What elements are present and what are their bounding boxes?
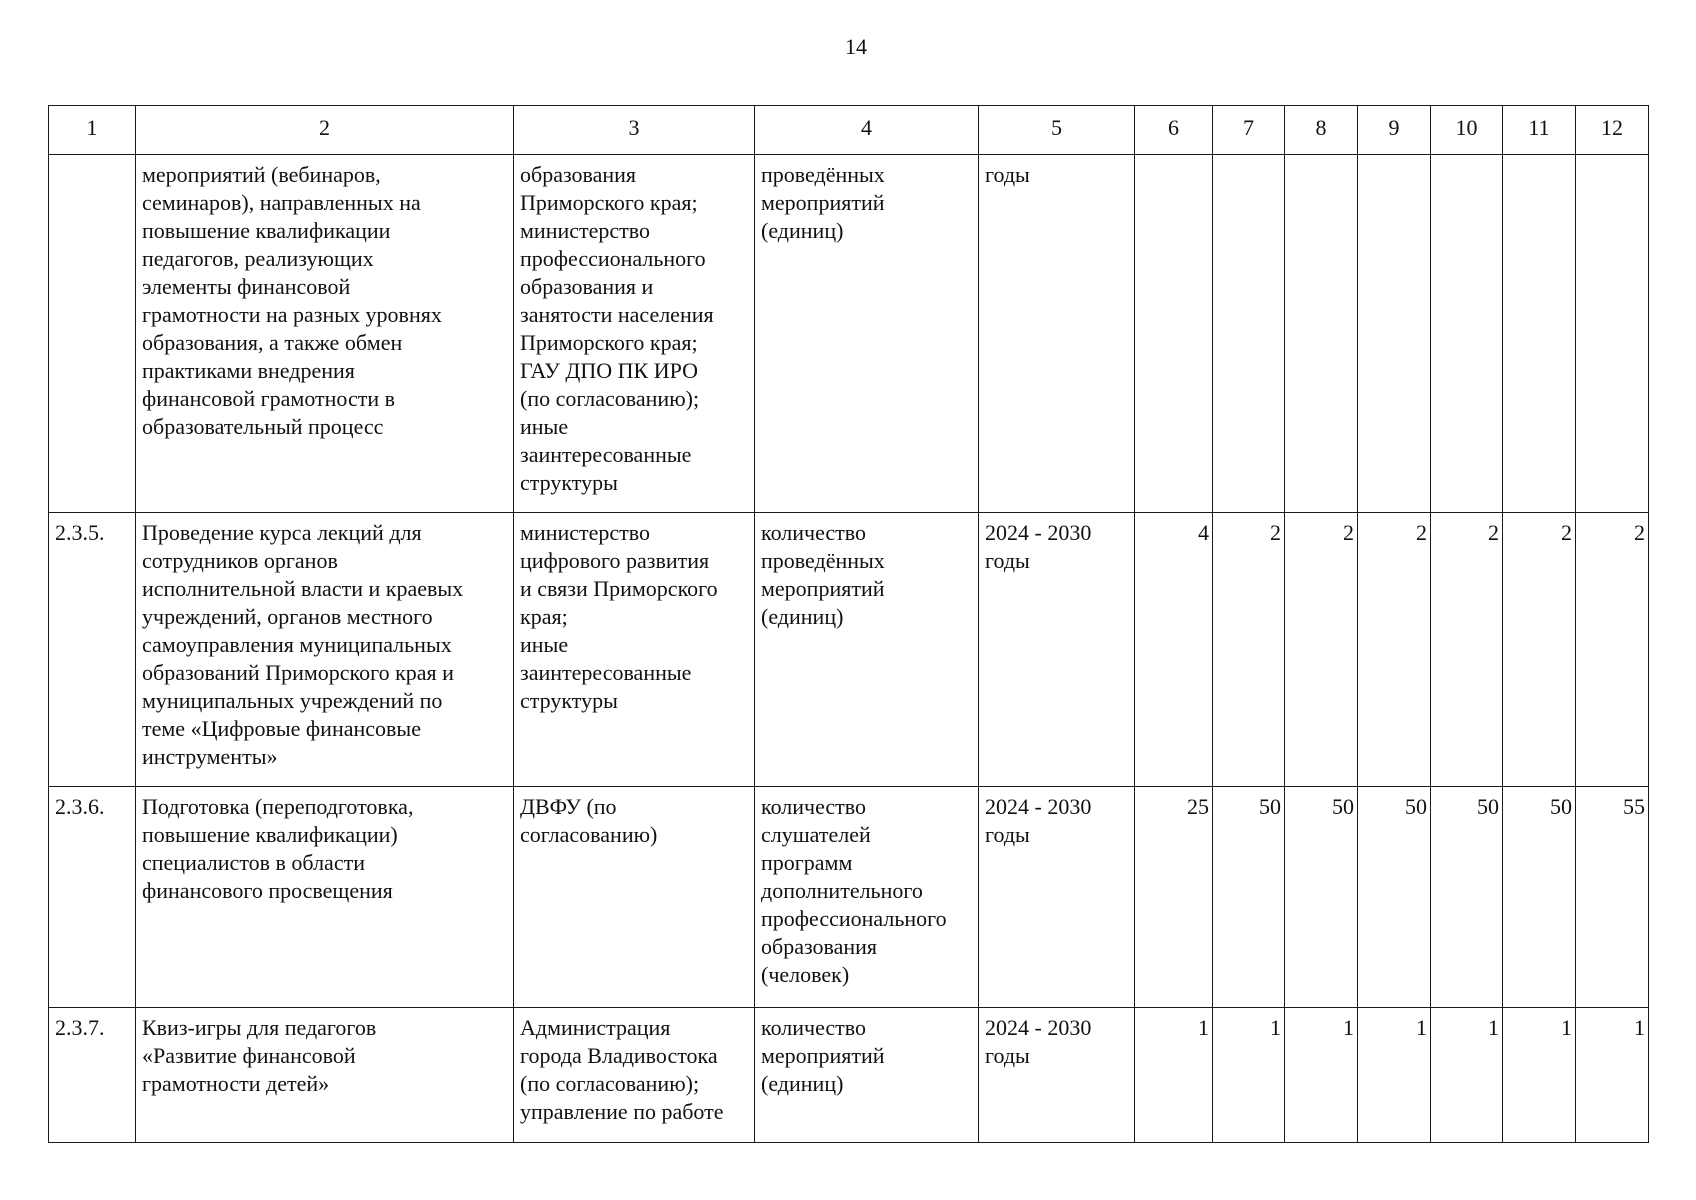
row-executor: Администрация города Владивостока (по согласованию); управление по работе [514, 1008, 755, 1143]
row-period: 2024 - 2030 годы [979, 513, 1135, 787]
row-value: 50 [1213, 787, 1285, 1008]
row-value: 2 [1503, 513, 1576, 787]
column-header: 9 [1358, 106, 1431, 155]
column-header: 6 [1135, 106, 1213, 155]
row-event: Проведение курса лекций для сотрудников органов исполнительной власти и краевых учреждений, органов местного самоуправления муниципальных образований Приморского края и муниципальных учреждений по теме «Цифровые финансовые инструменты» [136, 513, 514, 787]
row-indicator: количество проведённых мероприятий (единиц) [755, 513, 979, 787]
column-header: 4 [755, 106, 979, 155]
table-row [49, 787, 1649, 1008]
row-period: 2024 - 2030 годы [979, 1008, 1135, 1143]
table-row [49, 1008, 1649, 1143]
row-value [1576, 155, 1649, 513]
row-code [49, 155, 136, 513]
row-value: 2 [1431, 513, 1503, 787]
row-value [1431, 155, 1503, 513]
page-number: 14 [845, 34, 867, 59]
row-value [1503, 155, 1576, 513]
row-value: 4 [1135, 513, 1213, 787]
row-value: 2 [1358, 513, 1431, 787]
row-value: 1 [1213, 1008, 1285, 1143]
column-header: 1 [49, 106, 136, 155]
row-period: 2024 - 2030 годы [979, 787, 1135, 1008]
table-row [49, 155, 1649, 513]
row-value: 1 [1135, 1008, 1213, 1143]
table-row [49, 513, 1649, 787]
column-header: 12 [1576, 106, 1649, 155]
row-value [1135, 155, 1213, 513]
row-value: 55 [1576, 787, 1649, 1008]
row-code: 2.3.7. [49, 1008, 136, 1143]
column-header: 2 [136, 106, 514, 155]
row-value [1358, 155, 1431, 513]
row-value: 1 [1431, 1008, 1503, 1143]
row-executor: образования Приморского края; министерство профессионального образования и занятости населения Приморского края; ГАУ ДПО ПК ИРО (по согласованию); иные заинтересованные структуры [514, 155, 755, 513]
row-value: 2 [1213, 513, 1285, 787]
row-event: Квиз-игры для педагогов «Развитие финансовой грамотности детей» [136, 1008, 514, 1143]
row-value: 1 [1576, 1008, 1649, 1143]
column-header: 8 [1285, 106, 1358, 155]
row-value [1285, 155, 1358, 513]
header-row [49, 106, 1649, 155]
row-value: 2 [1285, 513, 1358, 787]
row-event: мероприятий (вебинаров, семинаров), направленных на повышение квалификации педагогов, реализующих элементы финансовой грамотности на разных уровнях образования, а также обмен практиками внедрения финансовой грамотности в образовательный процесс [136, 155, 514, 513]
row-code: 2.3.6. [49, 787, 136, 1008]
row-value: 25 [1135, 787, 1213, 1008]
column-header: 7 [1213, 106, 1285, 155]
row-executor: ДВФУ (по согласованию) [514, 787, 755, 1008]
column-header: 5 [979, 106, 1135, 155]
row-indicator: количество мероприятий (единиц) [755, 1008, 979, 1143]
row-indicator: количество слушателей программ дополнительного профессионального образования (человек) [755, 787, 979, 1008]
row-value: 50 [1503, 787, 1576, 1008]
row-indicator: проведённых мероприятий (единиц) [755, 155, 979, 513]
row-value: 1 [1285, 1008, 1358, 1143]
row-event: Подготовка (переподготовка, повышение квалификации) специалистов в области финансового просвещения [136, 787, 514, 1008]
row-value [1213, 155, 1285, 513]
row-value: 50 [1431, 787, 1503, 1008]
row-value: 1 [1503, 1008, 1576, 1143]
row-value: 50 [1358, 787, 1431, 1008]
row-executor: министерство цифрового развития и связи Приморского края; иные заинтересованные структуры [514, 513, 755, 787]
row-code: 2.3.5. [49, 513, 136, 787]
events-table [48, 105, 1649, 1143]
column-header: 3 [514, 106, 755, 155]
row-value: 2 [1576, 513, 1649, 787]
row-period: годы [979, 155, 1135, 513]
column-header: 10 [1431, 106, 1503, 155]
column-header: 11 [1503, 106, 1576, 155]
row-value: 50 [1285, 787, 1358, 1008]
row-value: 1 [1358, 1008, 1431, 1143]
